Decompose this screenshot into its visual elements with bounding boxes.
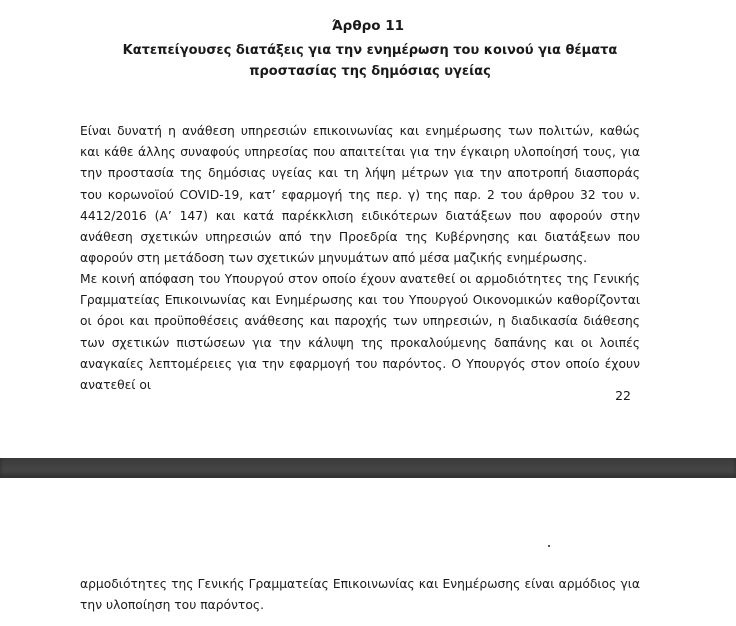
paragraph-3: αρμοδιότητες της Γενικής Γραμματείας Επικοινωνίας και Ενημέρωσης είναι αρμόδιος για την υλοποίηση του παρόντος. xyxy=(80,577,640,613)
page-number: 22 xyxy=(615,388,631,403)
article-title: Κατεπείγουσες διατάξεις για την ενημέρωση του κοινού για θέματα προστασίας της δημόσιας υγείας xyxy=(122,43,618,79)
page-separator xyxy=(0,458,736,478)
paragraph-1: Είναι δυνατή η ανάθεση υπηρεσιών επικοινωνίας και ενημέρωσης των πολιτών, καθώς και κάθε άλλης συναφούς υπηρεσίας που απαιτείται για την έγκαιρη υλοποίησή τους, για την προστασία της δημόσιας υγείας και τη λήψη μέτρων για την αποτροπή διασποράς του κορωνοϊού COVID-19, κατ’ εφαρμογή της περ. γ) της παρ. 2 του άρθρου 32 του ν. 4412/2016 (Α’ 147) και κατά παρέκκλιση ειδικότερων διατάξεων που αφορούν στην ανάθεση σχετικών υπηρεσιών από την Προεδρία της Κυβέρνησης και διατάξεων που αφορούν στη μετάδοση των σχετικών μηνυμάτων από μέσα μαζικής ενημέρωσης. xyxy=(80,124,640,266)
paragraph-2: Με κοινή απόφαση του Υπουργού στον οποίο έχουν ανατεθεί οι αρμοδιότητες της Γενικής Γραμματείας Επικοινωνίας και Ενημέρωσης και του Υπουργού Οικονομικών καθορίζονται οι όροι και προϋποθέσεις ανάθεσης και παροχής των υπηρεσιών, η διαδικασία διάθεσης των σχετικών πιστώσεων για την κάλυψη της προκαλούμενης δαπάνης και οι λοιπές αναγκαίες λεπτομέρειες για την εφαρμογή του παρόντος. Ο Υπουργός στον οποίο έχουν ανατεθεί οι xyxy=(80,272,640,393)
article-number: Άρθρο 11 xyxy=(331,18,405,34)
stray-mark xyxy=(548,545,550,547)
